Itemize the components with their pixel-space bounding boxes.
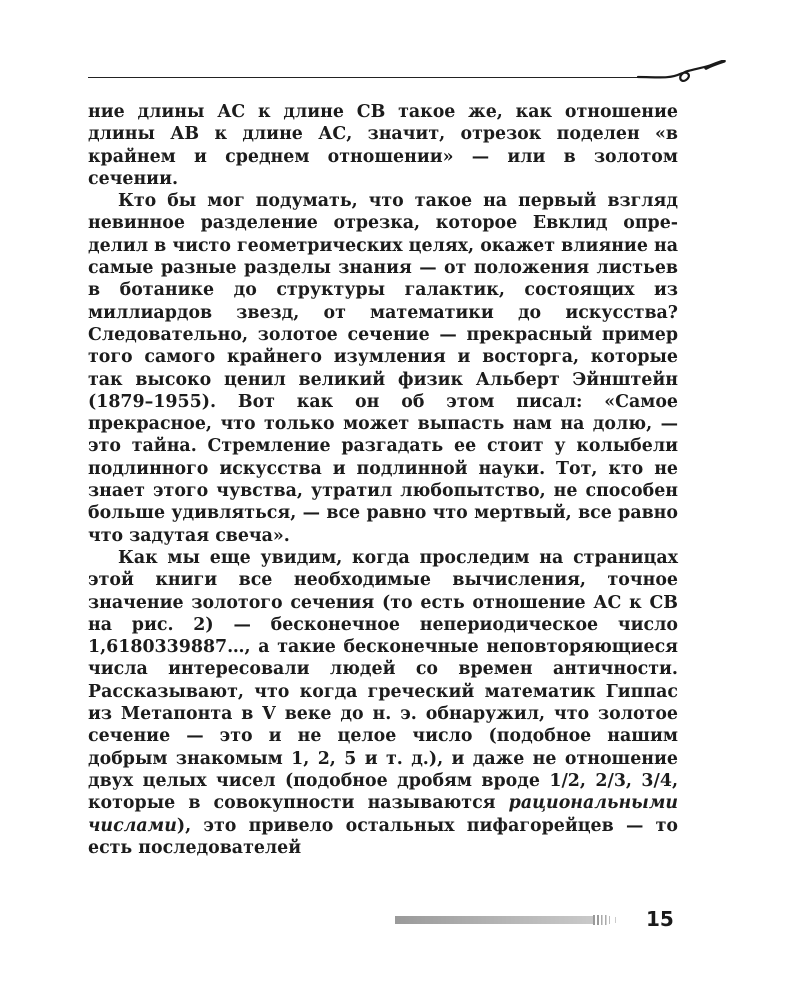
header-rule (88, 77, 648, 78)
paragraph (88, 101, 678, 190)
paragraph (88, 190, 678, 547)
italic-term: рациональными числами (88, 793, 678, 836)
ornament-flourish-icon (636, 60, 726, 94)
body-text (88, 101, 678, 859)
text-run: Как мы еще увидим, когда проследим на страницах этой книги все необходимые вычисления, точное значение золотого сечения (то есть отношение АС к СВ на рис. 2) — бесконечное непериодическое число 1,6180339887…, а такие бесконечные неповторяющиеся числа интересовали людей со времен античности. Рассказывают, что когда греческий математик Гиппас из Метапонта в V веке до н. э. обнаружил, что золотое сечение — это и не целое число (подобное нашим добрым знакомым 1, 2, 5 и т. д.), и даже не отношение двух целых чисел (подобное дробям вроде 1/2, 2/3, 3/4, которые в совокупности называются (88, 547, 678, 814)
text-run: Кто бы мог подумать, что такое на первый взгляд невинное разделение отрезка, которое Евклид определил в чисто геометрических целях, окажет влияние на самые разные разделы знания — от положения листьев в ботанике до структуры галактик, состоящих из миллиардов звезд, от математики до искусства? Следовательно, золотое сечение — прекрасный пример того самого крайнего изумления и восторга, которые так высоко ценил великий физик Альберт Эйнштейн (1879–1955). Вот как он об этом писал: «Самое прекрасное, что только может выпасть нам на долю, — это тайна. Стремление разгадать ее стоит у колыбели подлинного искусства и подлинной науки. Тот, кто не знает этого чувства, утратил любопытство, не способен больше удивляться, — все равно что мертвый, все равно что задутая свеча». (88, 191, 678, 546)
text-run: ние длины АС к длине СВ такое же, как отношение длины АВ к длине АС, значит, отрезок поделен «в крайнем и среднем отношении» — или в золотом сечении. (88, 102, 678, 189)
footer-decor-ticks (593, 915, 621, 925)
text-run: ), это привело остальных пифагорейцев — то есть последователей (88, 815, 678, 858)
page-number: 15 (646, 907, 674, 931)
paragraph (88, 547, 678, 859)
footer-decor-bar (395, 916, 593, 924)
